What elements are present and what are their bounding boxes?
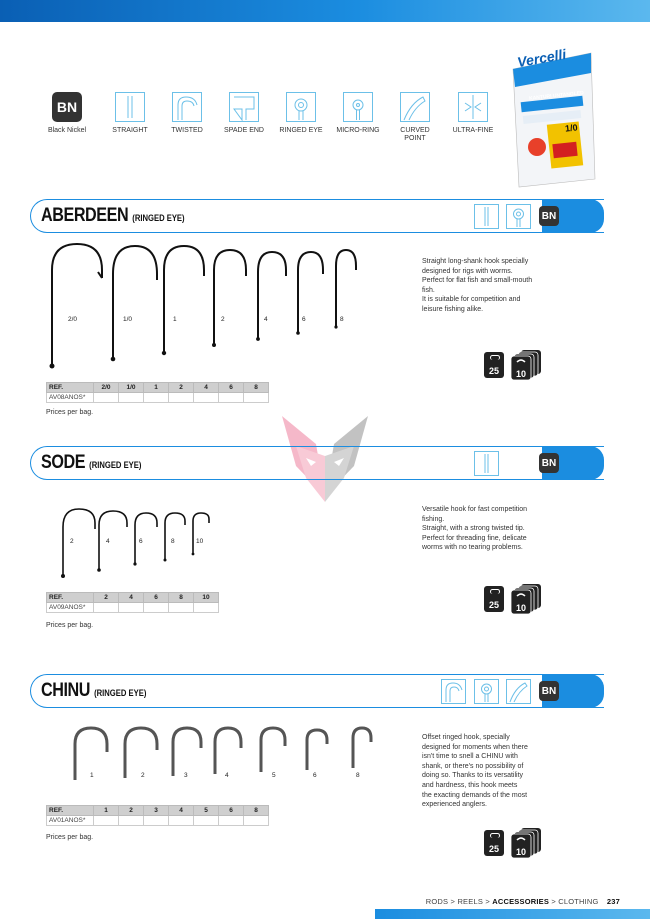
table-row: AV09ANOS*	[47, 603, 219, 613]
reference-table: REF. 2/0 1/0 1 2 4 6 8 AV08ANOS*	[46, 382, 269, 403]
bn-badge-icon: BN	[539, 206, 559, 226]
reference-table: REF. 2 4 6 8 10 AV09ANOS*	[46, 592, 219, 613]
legend-curved-point	[383, 92, 447, 143]
legend-label: RINGED EYE	[279, 127, 323, 134]
micro-ring-icon	[343, 92, 373, 122]
breadcrumb-accessories[interactable]: ACCESSORIES	[492, 897, 550, 906]
pack-10-icon: 10	[511, 584, 543, 614]
pack-10-icon: 10	[511, 828, 543, 858]
breadcrumb: RODS > REELS > ACCESSORIES > CLOTHING 237	[425, 897, 620, 906]
legend-label: SPADE END	[224, 127, 264, 134]
pack-10-icon: 10	[511, 350, 543, 380]
curved-point-icon	[400, 92, 430, 122]
straight-icon	[115, 92, 145, 122]
product-pack-image	[503, 47, 597, 189]
twisted-icon	[441, 679, 466, 704]
bn-badge-icon: BN	[539, 681, 559, 701]
pack-size-text: 1/0	[564, 122, 579, 134]
page-number: 237	[606, 897, 620, 906]
section-title: ABERDEEN (RINGED EYE)	[41, 205, 185, 226]
legend-ringed-eye	[269, 92, 333, 135]
size-label: 4	[225, 772, 229, 779]
size-label: 6	[302, 316, 306, 323]
twisted-icon	[172, 92, 202, 122]
legend-label: ULTRA-FINE	[452, 127, 494, 134]
ringed-eye-icon	[474, 679, 499, 704]
pack-model-text: KANTURI UNTANGLED	[528, 90, 585, 102]
size-label: 1/0	[123, 316, 133, 323]
size-label: 8	[356, 772, 360, 779]
legend-spade-end	[212, 92, 276, 135]
prices-note: Prices per bag.	[46, 834, 94, 841]
pack-25-icon: 25	[484, 830, 504, 856]
section-header-aberdeen	[30, 199, 604, 233]
product-description: Versatile hook for fast competition fishing. Straight, with a strong twisted tip. Perfect for threading fine, delicate worms with no tearing problems.	[422, 506, 528, 552]
pack-brand-logo: Vercelli	[515, 45, 568, 71]
ringed-eye-icon	[506, 204, 531, 229]
legend-label: TWISTED	[171, 127, 203, 134]
curved-point-icon	[506, 679, 531, 704]
section-header-sode	[30, 446, 604, 480]
reference-table: REF. 1 2 3 4 5 6 8 AV01ANOS*	[46, 805, 269, 826]
breadcrumb-rods[interactable]: RODS	[425, 897, 449, 906]
bn-badge-icon: BN	[539, 453, 559, 473]
legend-micro-ring	[326, 92, 390, 135]
bottom-color-bar	[375, 909, 650, 919]
straight-icon	[474, 451, 499, 476]
size-label: 2	[141, 772, 145, 779]
bn-badge-icon: BN	[52, 92, 82, 122]
spade-end-icon	[229, 92, 259, 122]
size-label: 6	[313, 772, 317, 779]
size-label: 3	[184, 772, 188, 779]
prices-note: Prices per bag.	[46, 622, 94, 629]
section-header-chinu	[30, 674, 604, 708]
legend-label: Black Nickel	[47, 127, 87, 134]
size-label: 2	[221, 316, 225, 323]
size-label: 8	[171, 538, 175, 545]
size-label: 8	[340, 316, 344, 323]
size-label: 4	[106, 538, 110, 545]
table-row: AV01ANOS*	[47, 816, 269, 826]
legend-label: CURVED POINT	[400, 127, 430, 142]
section-title: SODE (RINGED EYE)	[41, 452, 142, 473]
size-label: 6	[139, 538, 143, 545]
straight-icon	[474, 204, 499, 229]
legend-twisted	[155, 92, 219, 135]
legend-label: MICRO-RING	[336, 127, 380, 134]
table-row: AV08ANOS*	[47, 393, 269, 403]
size-label: 10	[196, 538, 204, 545]
section-title: CHINU (RINGED EYE)	[41, 680, 147, 701]
legend-straight	[98, 92, 162, 135]
size-label: 1	[90, 772, 94, 779]
legend-black-nickel	[35, 92, 99, 135]
breadcrumb-reels[interactable]: REELS	[457, 897, 484, 906]
size-label: 2	[70, 538, 74, 545]
size-label: 5	[272, 772, 276, 779]
product-description: Straight long-shank hook specially designed for rigs with worms. Perfect for flat fish and small-mouth fish. It is suitable for competition and leisure fishing alike.	[422, 258, 533, 313]
legend-ultra-fine	[441, 92, 505, 135]
prices-note: Prices per bag.	[46, 409, 94, 416]
pack-25-icon: 25	[484, 586, 504, 612]
size-label: 4	[264, 316, 268, 323]
breadcrumb-clothing[interactable]: CLOTHING	[558, 897, 599, 906]
top-color-bar	[0, 0, 650, 22]
size-label: 1	[173, 316, 177, 323]
ringed-eye-icon	[286, 92, 316, 122]
aberdeen-hooks-illustration	[40, 240, 370, 370]
legend-label: STRAIGHT	[112, 127, 148, 134]
pack-25-icon: 25	[484, 352, 504, 378]
size-label: 2/0	[68, 316, 78, 323]
product-description: Offset ringed hook, specially designed for moments when there isn't time to snell a CHINU with shank, or there's no possibility of doing so. Thanks to its versatility and hardness, this hook meets the exacting demands of the most experienced anglers.	[422, 734, 528, 809]
ultra-fine-icon	[458, 92, 488, 122]
